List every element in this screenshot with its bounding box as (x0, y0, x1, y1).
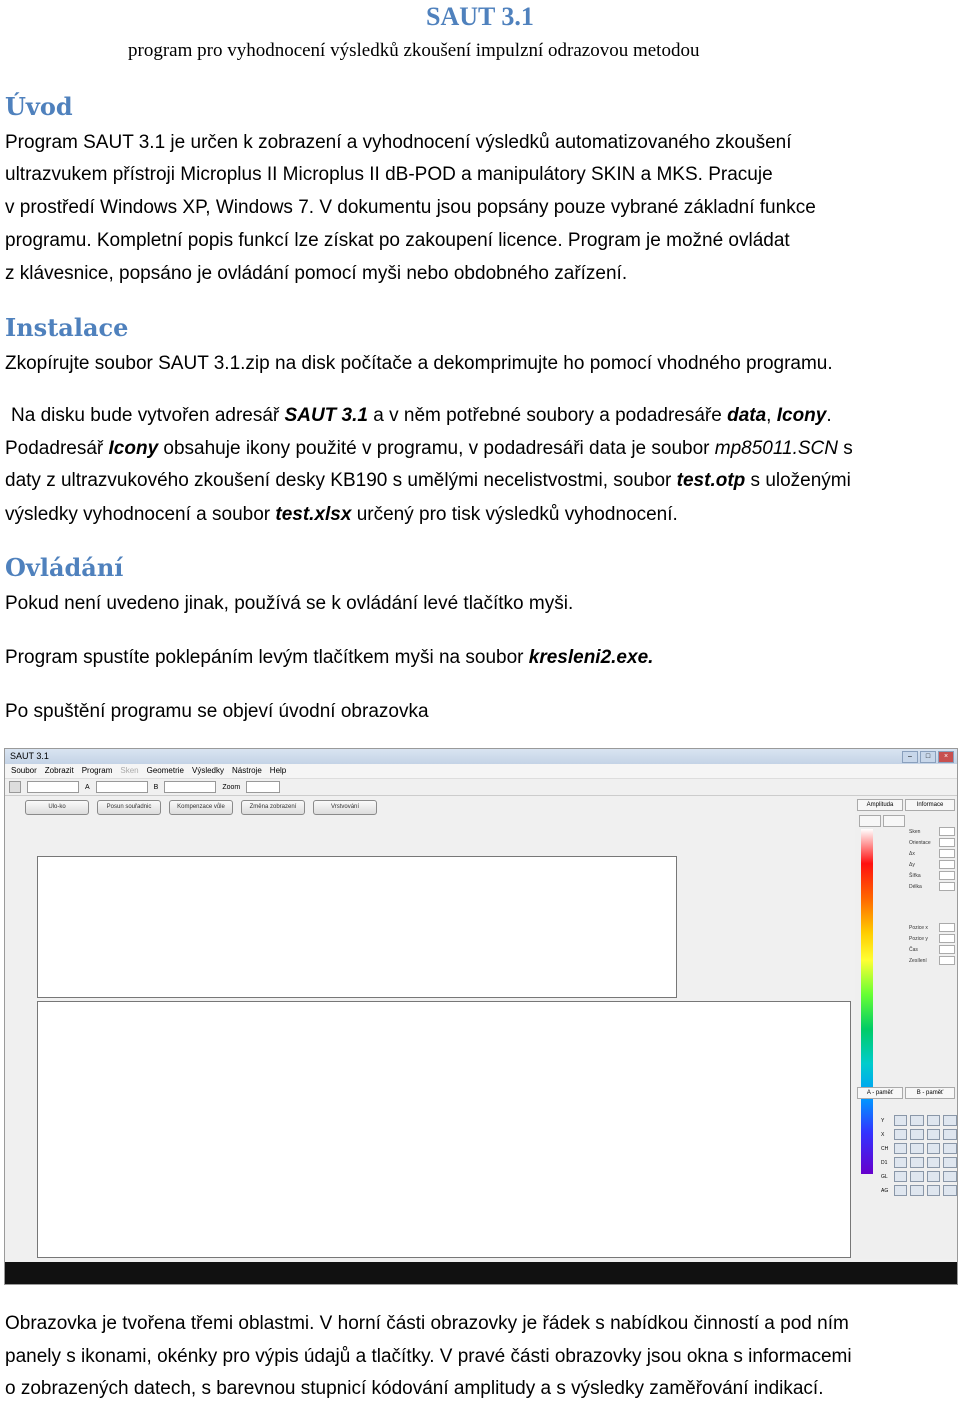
app-button-2[interactable]: Posun souřadnic (97, 800, 161, 815)
info-row: Pozice x (909, 923, 955, 934)
heading-instalace: Instalace (5, 313, 129, 342)
arrow-up-icon[interactable] (927, 1115, 941, 1126)
tab-a-pamet[interactable]: A - paměť (857, 1087, 903, 1099)
arrow-right-icon[interactable] (910, 1143, 924, 1154)
ovladani-p1: Pokud není uvedeno jinak, používá se k ovládání levé tlačítko myši. (5, 593, 574, 614)
arrow-left-icon[interactable] (894, 1157, 908, 1168)
instalace-line-4: daty z ultrazvukového zkoušení desky KB190 s umělými necelistvostmi, soubor test.otp s uloženými (5, 470, 851, 491)
app-menubar (5, 764, 957, 779)
arrow-down-icon[interactable] (943, 1157, 957, 1168)
toolbar-label-b: B (153, 783, 159, 791)
uvod-line-1: Program SAUT 3.1 je určen k zobrazení a vyhodnocení výsledků automatizovaného zkoušení (5, 132, 792, 153)
app-toolbar (5, 779, 957, 796)
scale-field[interactable] (859, 815, 881, 827)
arrow-right-icon[interactable] (910, 1129, 924, 1140)
info-row: Délka (909, 882, 955, 893)
arrow-left-icon[interactable] (894, 1185, 908, 1196)
amplitude-color-scale (861, 829, 873, 1174)
close-icon[interactable]: × (938, 751, 954, 763)
document-subtitle: program pro vyhodnocení výsledků zkoušení impulzní odrazovou metodou (128, 40, 700, 61)
arrow-left-icon[interactable] (894, 1115, 908, 1126)
arrow-left-icon[interactable] (894, 1171, 908, 1182)
menu-help[interactable]: Help (269, 766, 287, 775)
uvod-line-4: programu. Kompletní popis funkcí lze získat po zakoupení licence. Program je možné ovládat (5, 230, 790, 251)
heading-ovladani: Ovládání (5, 553, 124, 582)
arrow-up-icon[interactable] (927, 1129, 941, 1140)
info-row: Δx (909, 849, 955, 860)
info-row: Orientace (909, 838, 955, 849)
info-list (909, 827, 955, 967)
app-button-3[interactable]: Kompenzace vůle (169, 800, 233, 815)
info-row: Čas (909, 945, 955, 956)
closing-line-2: panely s ikonami, okénky pro výpis údajů a tlačítky. V pravé části obrazovky jsou okna s informacemi (5, 1346, 852, 1367)
arrow-down-icon[interactable] (943, 1115, 957, 1126)
app-window-title: SAUT 3.1 (10, 751, 49, 761)
tab-amplituda[interactable]: Amplituda (857, 799, 903, 811)
app-button-5[interactable]: Vrstvování (313, 800, 377, 815)
minimize-icon[interactable]: – (902, 751, 918, 763)
uvod-line-2: ultrazvukem přístroji Microplus II Microplus II dB-POD a manipulátory SKIN a MKS. Pracuje (5, 164, 773, 185)
scale-field-2[interactable] (883, 815, 905, 827)
toolbar-label-zoom: Zoom (222, 783, 241, 791)
arrow-right-icon[interactable] (910, 1185, 924, 1196)
info-row: Sken (909, 827, 955, 838)
zoom-field[interactable] (246, 781, 280, 793)
closing-line-3: o zobrazených datech, s barevnou stupnicí kódování amplitudy a s výsledky zaměřování indikací. (5, 1378, 824, 1399)
arrow-right-icon[interactable] (910, 1157, 924, 1168)
arrow-down-icon[interactable] (943, 1185, 957, 1196)
app-button-row (5, 796, 957, 818)
document-title: SAUT 3.1 (426, 2, 534, 31)
toolbar-field-a[interactable] (96, 781, 148, 793)
ovladani-p3: Po spuštění programu se objeví úvodní obrazovka (5, 701, 429, 722)
menu-soubor[interactable]: Soubor (11, 766, 37, 775)
right-panel (855, 799, 957, 1259)
maximize-icon[interactable]: □ (920, 751, 936, 763)
arrow-down-icon[interactable] (943, 1171, 957, 1182)
menu-zobrazit[interactable]: Zobrazit (44, 766, 74, 775)
arrow-down-icon[interactable] (943, 1143, 957, 1154)
toolbar-field-b[interactable] (164, 781, 216, 793)
uvod-line-3: v prostředí Windows XP, Windows 7. V dokumentu jsou popsány pouze vybrané základní funkce (5, 197, 816, 218)
instalace-line-1: Zkopírujte soubor SAUT 3.1.zip na disk počítače a dekomprimujte ho pomocí vhodného programu. (5, 353, 833, 374)
instalace-line-3: Podadresář Icony obsahuje ikony použité v programu, v podadresáři data je soubor mp85011.SCN s (5, 438, 853, 459)
arrow-up-icon[interactable] (927, 1157, 941, 1168)
arrow-up-icon[interactable] (927, 1171, 941, 1182)
app-button-1[interactable]: Ulo-ko (25, 800, 89, 815)
arrow-up-icon[interactable] (927, 1143, 941, 1154)
tab-b-pamet[interactable]: B - paměť (905, 1087, 955, 1099)
arrow-right-icon[interactable] (910, 1115, 924, 1126)
tab-informace[interactable]: Informace (905, 799, 955, 811)
window-controls (902, 751, 954, 763)
closing-line-1: Obrazovka je tvořena třemi oblastmi. V horní části obrazovky je řádek s nabídkou činností a pod ním (5, 1313, 849, 1334)
app-screenshot (4, 748, 958, 1285)
menu-vysledky[interactable]: Výsledky (191, 766, 224, 775)
display-pane-bottom[interactable] (37, 1001, 851, 1258)
menu-nastroje[interactable]: Nástroje (232, 766, 262, 775)
arrow-right-icon[interactable] (910, 1171, 924, 1182)
control-grid: Y X CH D1 GL AG (881, 1115, 957, 1199)
instalace-line-5: výsledky vyhodnocení a soubor test.xlsx určený pro tisk výsledků vyhodnocení. (5, 504, 678, 525)
arrow-left-icon[interactable] (894, 1143, 908, 1154)
arrow-left-icon[interactable] (894, 1129, 908, 1140)
info-row: Δy (909, 860, 955, 871)
toolbar-label-a: A (85, 783, 90, 791)
toolbar-icon[interactable] (9, 781, 21, 793)
menu-program[interactable]: Program (81, 766, 113, 775)
toolbar-field-1[interactable] (27, 781, 79, 793)
display-pane-top[interactable] (37, 856, 677, 998)
heading-uvod: Úvod (5, 92, 73, 121)
menu-geometrie[interactable]: Geometrie (146, 766, 184, 775)
menu-sken[interactable]: Sken (120, 766, 139, 775)
taskbar (5, 1262, 957, 1284)
info-row: Zesílení (909, 956, 955, 967)
info-row: Šířka (909, 871, 955, 882)
info-row: Pozice y (909, 934, 955, 945)
instalace-line-2: Na disku bude vytvořen adresář SAUT 3.1 a v něm potřebné soubory a podadresáře data, Icony. (11, 405, 832, 426)
app-button-4[interactable]: Změna zobrazení (241, 800, 305, 815)
arrow-up-icon[interactable] (927, 1185, 941, 1196)
arrow-down-icon[interactable] (943, 1129, 957, 1140)
ovladani-p2: Program spustíte poklepáním levým tlačítkem myši na soubor kresleni2.exe. (5, 647, 654, 668)
uvod-line-5: z klávesnice, popsáno je ovládání pomocí myši nebo obdobného zařízení. (5, 263, 628, 284)
app-titlebar (5, 749, 957, 764)
